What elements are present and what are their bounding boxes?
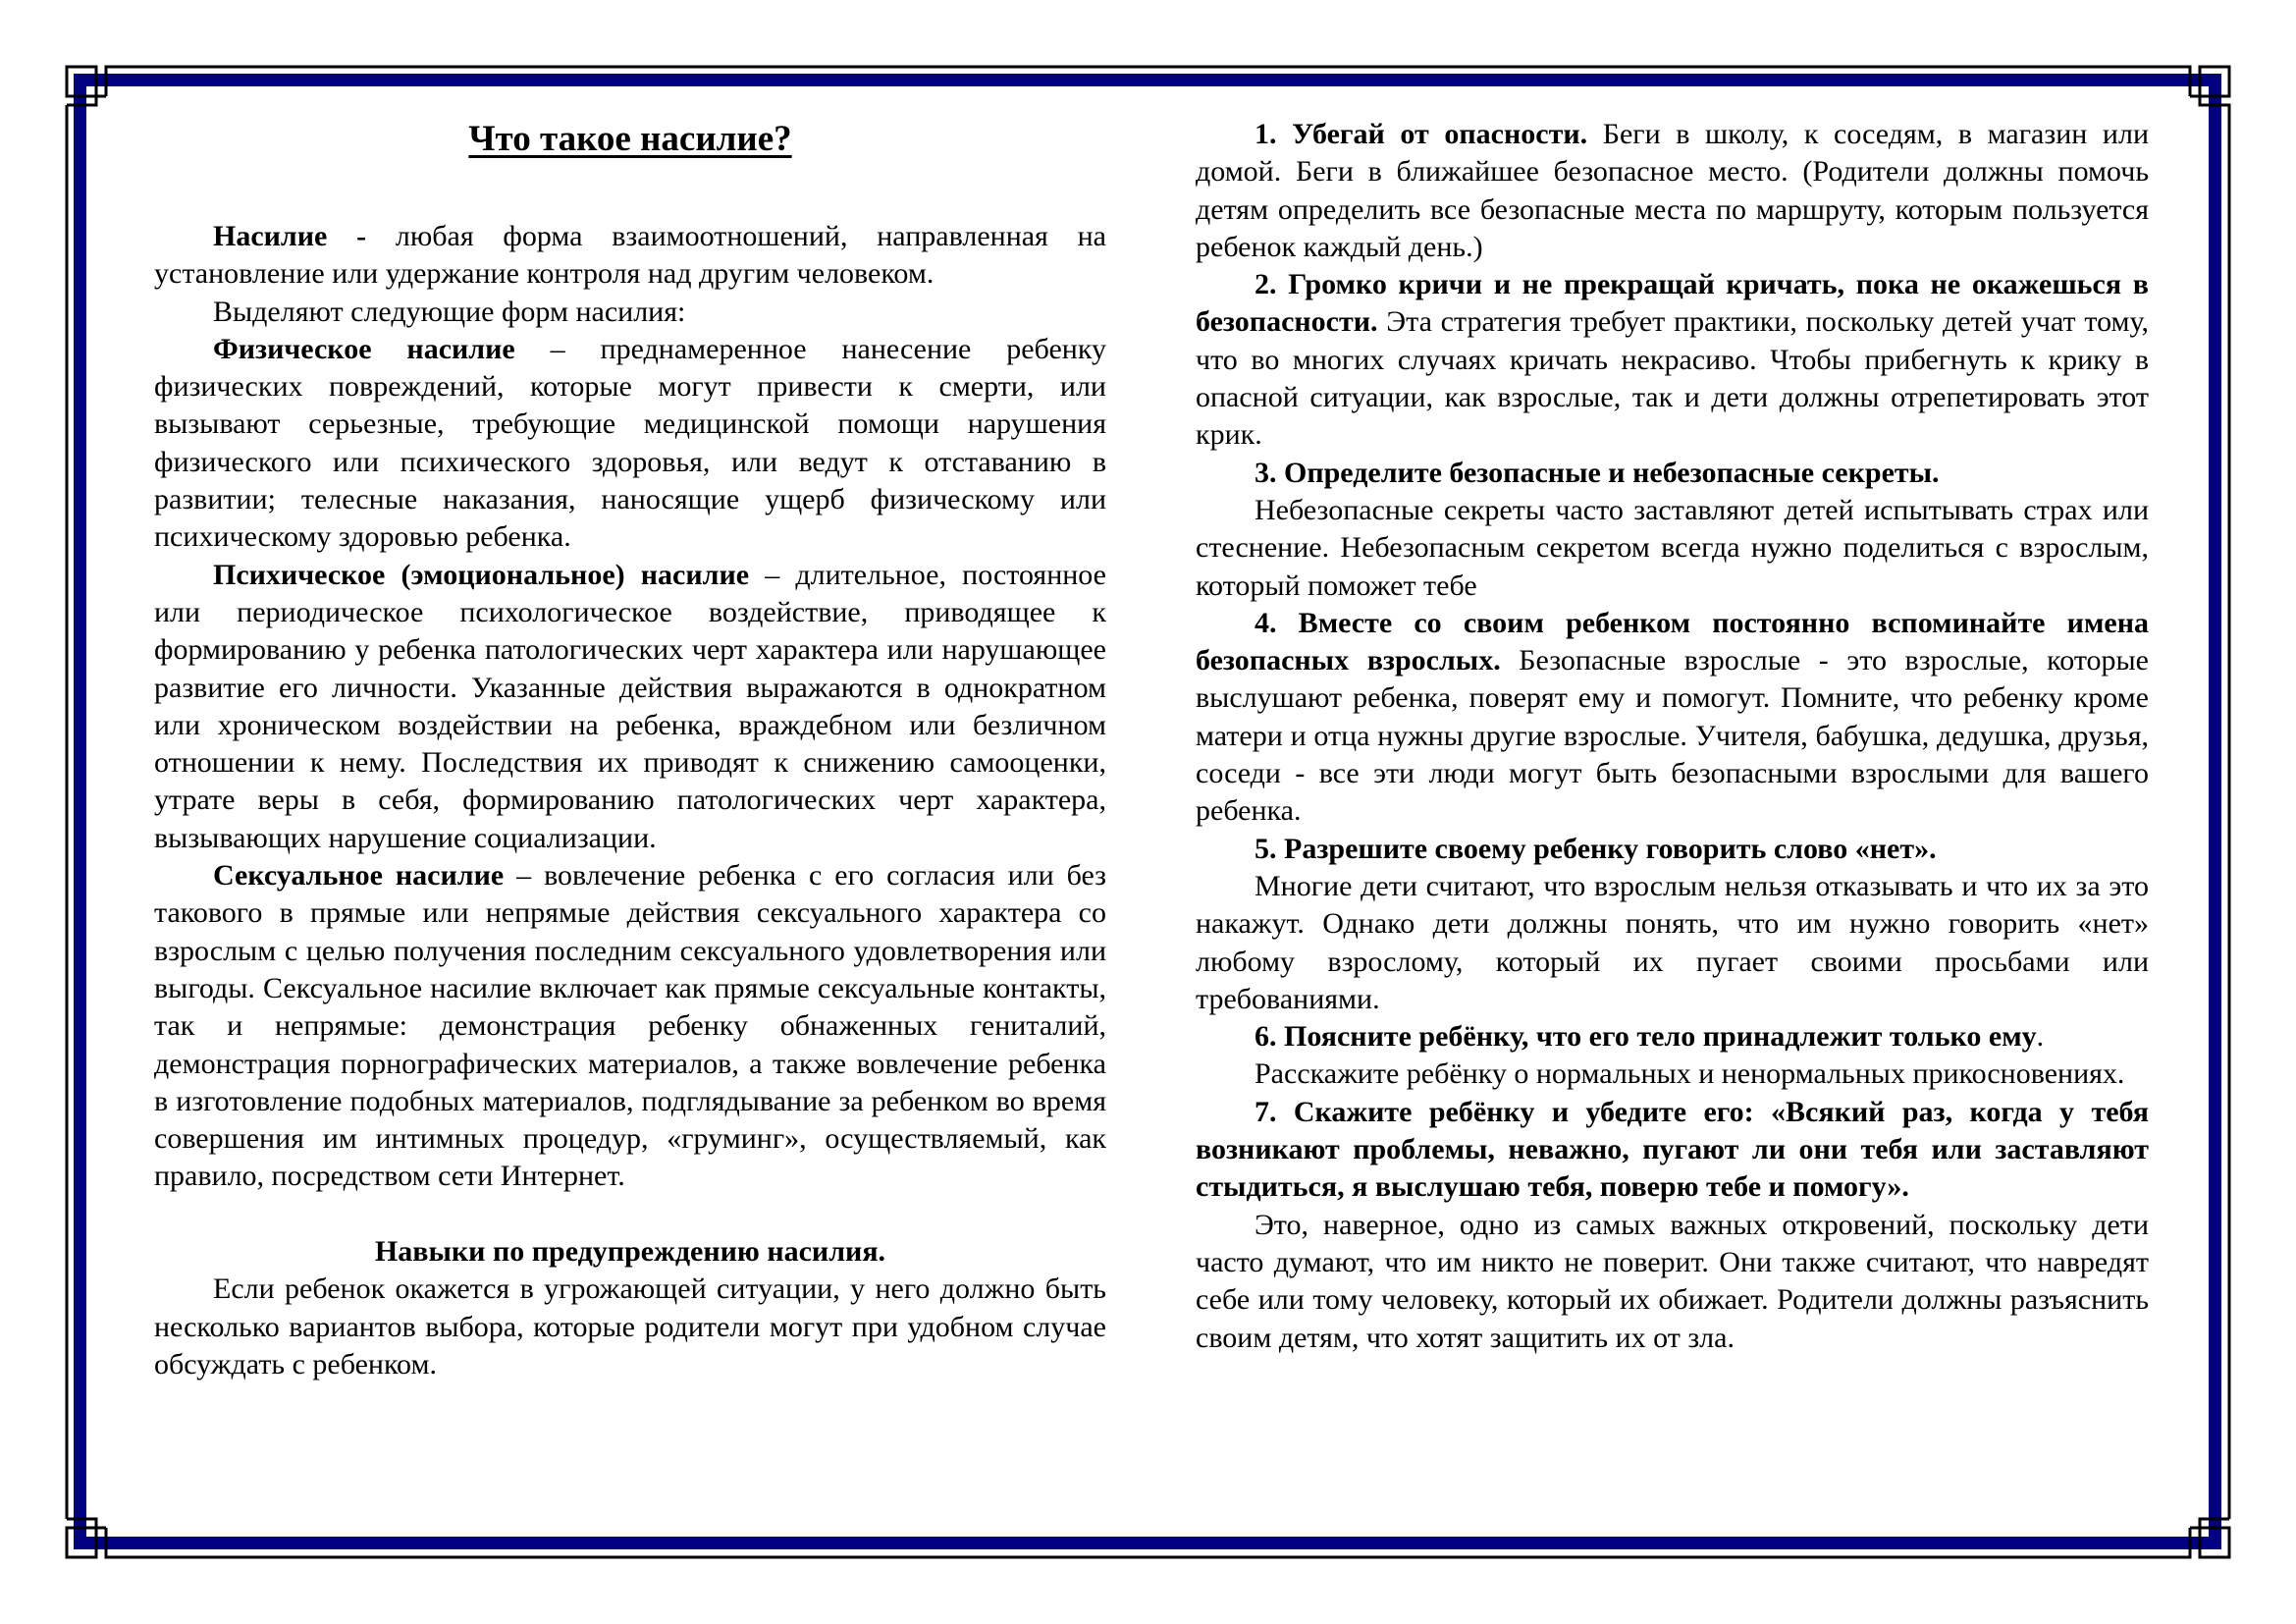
form-text: – длительное, постоянное или периодическое психологическое воздействие, приводящее к формированию у ребенка патологических черт характера или нарушающее развитие его личности. Указанные действия выражаются в однократном или хроническом воздействии на ребенка, враждебном или безличном отношении к нему. Последствия их приводят к снижению самооценки, утрате веры в себя, формированию патологических черт характера, вызывающих нарушение социализации. bbox=[154, 558, 1106, 854]
tip-heading: 4. Вместе со своим ребенком постоянно вспоминайте имена безопасных взрослых. bbox=[1196, 606, 2149, 677]
tip-5 bbox=[1196, 831, 2149, 868]
tip-text: Безопасные взрослые - это взрослые, которые выслушают ребенка, поверят ему и помогут. Помните, что ребенку кроме матери и отца нужны другие взрослые. Учителя, бабушка, дедушка, друзья, соседи - все эти люди могут быть безопасными взрослыми для вашего ребенка. bbox=[1196, 644, 2150, 828]
skills-heading: Навыки по предупреждению насилия. bbox=[374, 1235, 886, 1269]
tip-heading: 5. Разрешите своему ребенку говорить слово «нет». bbox=[1255, 832, 1937, 865]
tip-heading: 6. Поясните ребёнку, что его тело принадлежит только ему bbox=[1255, 1020, 2037, 1054]
skills-intro: Если ребенок окажется в угрожающей ситуации, у него должно быть несколько вариантов выбора, которые родители могут при удобном случае обсуждать с ребенком. bbox=[154, 1272, 1106, 1380]
form-term: Сексуальное насилие bbox=[213, 859, 505, 893]
tip-7 bbox=[1196, 1094, 2149, 1207]
tip-text: . bbox=[2036, 1020, 2045, 1054]
tip-1 bbox=[1196, 116, 2149, 266]
form-term: Психическое (эмоциональное) насилие bbox=[213, 558, 750, 591]
tip-6 bbox=[1196, 1018, 2149, 1056]
form-text: – преднамеренное нанесение ребенку физических повреждений, которые могут привести к смерти, или вызывают серьезные, требующие медицинской помощи нарушения физического или психического здоровья, или ведут к отставанию в развитии; телесные наказания, наносящие ущерб физическому или психическому здоровью ребенка. bbox=[154, 332, 1106, 554]
tip-4 bbox=[1196, 605, 2149, 831]
right-column bbox=[1196, 116, 2149, 1357]
form-physical bbox=[154, 331, 1106, 557]
form-term: Физическое насилие bbox=[213, 332, 515, 365]
form-psychological bbox=[154, 557, 1106, 857]
spacer bbox=[154, 1196, 1106, 1233]
form-text: – вовлечение ребенка с его согласия или без такового в прямые или непрямые действия сексуального характера со взрослым с целью получения последним сексуального удовлетворения или выгоды. Сексуальное насилие включает как прямые сексуальные контакты, так и непрямые: демонстрация ребенку обнаженных гениталий, демонстрация порнографических материалов, а также вовлечение ребенка в изготовление подобных материалов, подглядывание за ребенком во время совершения им интимных процедур, «груминг», осуществляемый, как правило, посредством сети Интернет. bbox=[154, 859, 1106, 1193]
left-column bbox=[154, 118, 1106, 1383]
tip-heading: 1. Убегай от опасности. bbox=[1255, 118, 1588, 150]
definition-paragraph bbox=[154, 218, 1106, 294]
tip-3 bbox=[1196, 455, 2149, 492]
forms-intro: Выделяют следующие форм насилия: bbox=[213, 295, 686, 328]
tip-3-body: Небезопасные секреты часто заставляют детей испытывать страх или стеснение. Небезопасным секретом всегда нужно поделиться с взрослым, который поможет тебе bbox=[1196, 493, 2149, 602]
tip-text: Беги в школу, к соседям, в магазин или домой. Беги в ближайшее безопасное место. (Родители должны помочь детям определить все безопасные места по маршруту, которым пользуется ребенок каждый день.) bbox=[1196, 118, 2150, 263]
tip-6-body: Расскажите ребёнку о нормальных и ненормальных прикосновениях. bbox=[1255, 1057, 2125, 1091]
tip-2 bbox=[1196, 266, 2149, 454]
tip-heading: 2. Громко кричи и не прекращай кричать, пока не окажешься в безопасности. bbox=[1196, 268, 2149, 339]
tip-5-body: Многие дети считают, что взрослым нельзя отказывать и что их за это накажут. Однако дети должны понять, что им нужно говорить «нет» любому взрослому, который их пугает своими просьбами или требованиями. bbox=[1196, 869, 2149, 1015]
definition-text: любая форма взаимоотношений, направленная на установление или удержание контроля над другим человеком. bbox=[154, 220, 1106, 291]
tip-text: Эта стратегия требует практики, поскольку детей учат тому, что во многих случаях кричать некрасиво. Чтобы прибегнуть к крику в опасной ситуации, как взрослые, так и дети должны отрепетировать этот крик. bbox=[1196, 305, 2149, 452]
form-sexual bbox=[154, 857, 1106, 1196]
tip-heading: 3. Определите безопасные и небезопасные секреты. bbox=[1255, 456, 1940, 489]
tip-7-body: Это, наверное, одно из самых важных откровений, поскольку дети часто думают, что им никто не поверит. Они также считают, что навредят себе или тому человеку, который их обижает. Родители должны разъяснить своим детям, что хотят защитить их от зла. bbox=[1196, 1208, 2149, 1354]
tip-heading: 7. Скажите ребёнку и убедите его: «Всякий раз, когда у тебя возникают проблемы, неважно, пугают ли они тебя или заставляют стыдиться, я выслушаю тебя, поверю тебе и помогу». bbox=[1196, 1095, 2149, 1204]
definition-term: Насилие - bbox=[213, 220, 367, 252]
page-title: Что такое насилие? bbox=[468, 119, 792, 159]
